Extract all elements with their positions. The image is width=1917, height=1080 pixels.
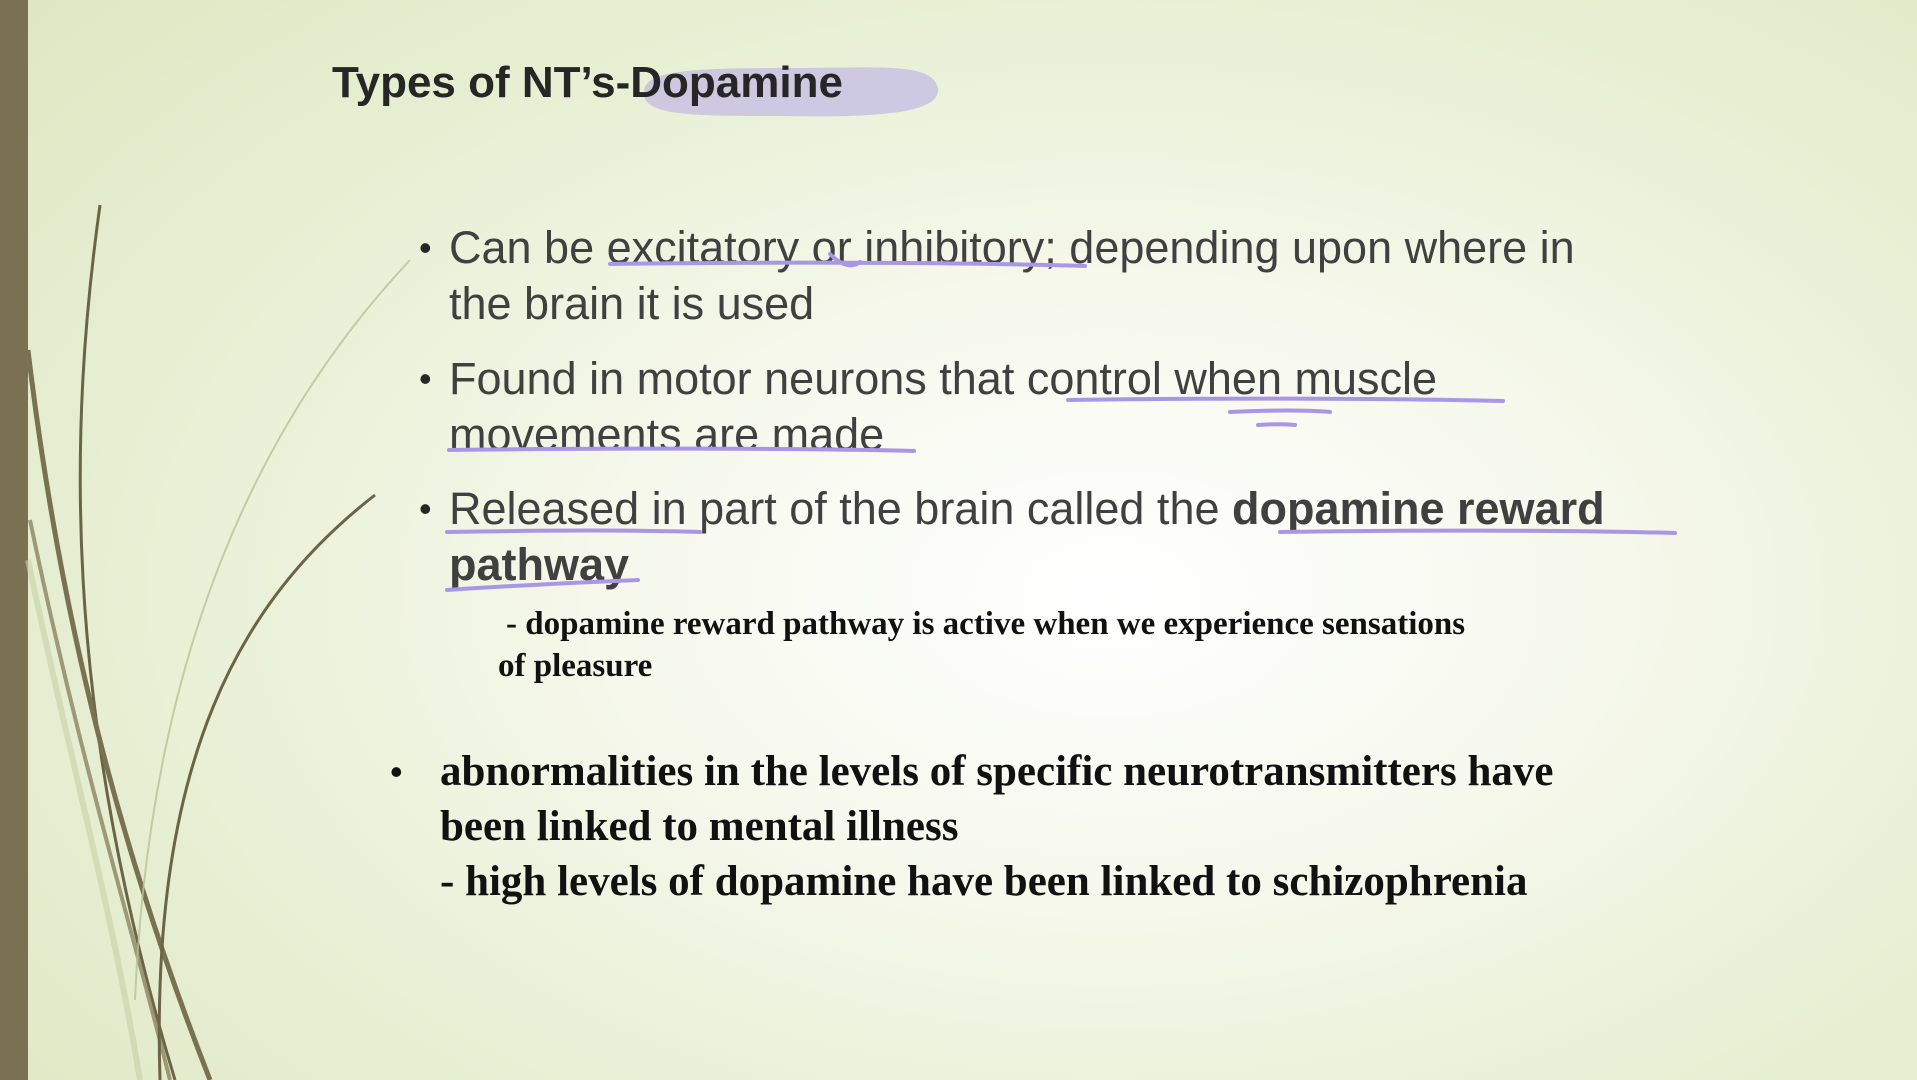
slide-title: Types of NT’s-Dopamine bbox=[332, 58, 843, 107]
main-point bbox=[390, 744, 1554, 909]
main-point-line: abnormalities in the levels of specific neurotransmitters have bbox=[440, 748, 1554, 795]
bullet-icon: • bbox=[419, 358, 432, 399]
bullet-icon: • bbox=[419, 488, 432, 529]
bullet-excitatory bbox=[419, 220, 1575, 332]
bullet-bold-text: pathway bbox=[449, 539, 630, 590]
main-point-line: been linked to mental illness bbox=[440, 803, 959, 850]
bullet-text: Released in part of the brain called the bbox=[449, 483, 1232, 534]
main-point-line: - high levels of dopamine have been linked to schizophrenia bbox=[440, 858, 1528, 905]
bullet-motor-neurons bbox=[419, 351, 1438, 463]
bullet-icon: • bbox=[419, 227, 432, 268]
bullet-line: movements are made bbox=[449, 409, 885, 460]
bullet-bold-text: dopamine reward bbox=[1232, 483, 1605, 534]
sub-note-line: - dopamine reward pathway is active when we experience sensations bbox=[506, 606, 1466, 642]
grass-decoration bbox=[0, 0, 420, 1080]
slide-title-block bbox=[332, 58, 843, 108]
sub-note-line: of pleasure bbox=[498, 648, 653, 684]
bullet-line: the brain it is used bbox=[449, 278, 815, 329]
bullet-icon: • bbox=[390, 751, 403, 792]
sub-note bbox=[498, 603, 1465, 687]
bullet-line: Found in motor neurons that control when muscle bbox=[449, 353, 1438, 404]
bullet-reward-pathway bbox=[419, 481, 1605, 593]
bullet-line: Can be excitatory or inhibitory; depending upon where in bbox=[449, 222, 1575, 273]
bullet-line bbox=[449, 481, 1605, 537]
